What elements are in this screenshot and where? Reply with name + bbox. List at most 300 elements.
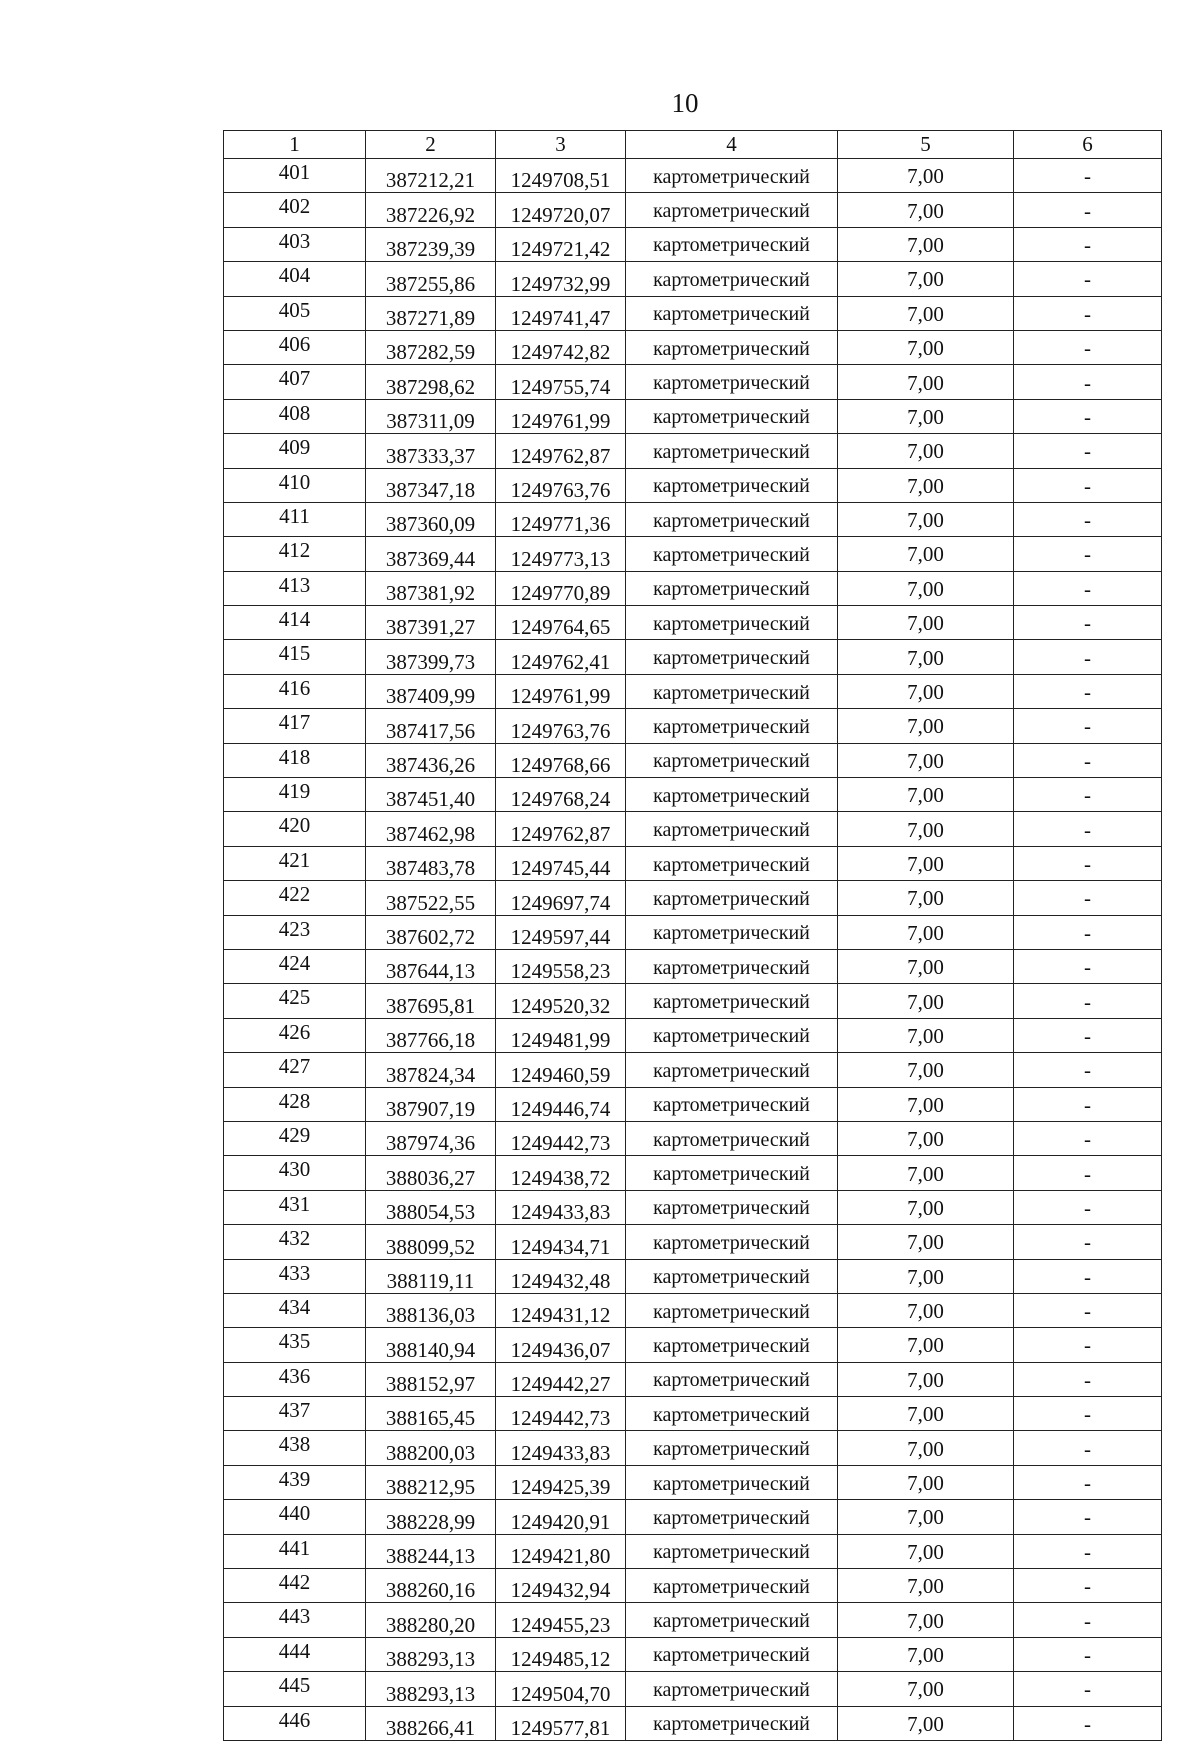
x-coordinate-cell: 387436,26 [366,743,496,777]
method-cell: картометрический [626,330,838,364]
x-coordinate-cell: 387409,99 [366,674,496,708]
table-row [224,1362,1162,1396]
y-coordinate-cell: 1249745,44 [496,846,626,880]
table-row [224,537,1162,571]
accuracy-cell: 7,00 [838,984,1014,1018]
accuracy-cell: 7,00 [838,1431,1014,1465]
point-number-cell: 444 [224,1637,366,1671]
x-coordinate-cell: 387333,37 [366,434,496,468]
method-cell: картометрический [626,1259,838,1293]
table-row [224,915,1162,949]
table-row [224,1431,1162,1465]
note-cell: - [1014,1637,1162,1671]
note-cell: - [1014,846,1162,880]
y-coordinate-cell: 1249481,99 [496,1018,626,1052]
accuracy-cell: 7,00 [838,949,1014,983]
x-coordinate-cell: 388165,45 [366,1397,496,1431]
x-coordinate-cell: 387907,19 [366,1087,496,1121]
accuracy-cell: 7,00 [838,1293,1014,1327]
point-number-cell: 445 [224,1672,366,1706]
accuracy-cell: 7,00 [838,640,1014,674]
table-row [224,1397,1162,1431]
x-coordinate-cell: 387381,92 [366,571,496,605]
x-coordinate-cell: 388054,53 [366,1190,496,1224]
method-cell: картометрический [626,537,838,571]
method-cell: картометрический [626,468,838,502]
method-cell: картометрический [626,1328,838,1362]
y-coordinate-cell: 1249446,74 [496,1087,626,1121]
point-number-cell: 420 [224,812,366,846]
coordinates-table [223,130,1162,1741]
note-cell: - [1014,262,1162,296]
table-row [224,1672,1162,1706]
y-coordinate-cell: 1249425,39 [496,1465,626,1499]
accuracy-cell: 7,00 [838,330,1014,364]
accuracy-cell: 7,00 [838,1362,1014,1396]
note-cell: - [1014,915,1162,949]
point-number-cell: 436 [224,1362,366,1396]
x-coordinate-cell: 388200,03 [366,1431,496,1465]
table-row [224,743,1162,777]
table-row [224,606,1162,640]
x-coordinate-cell: 387602,72 [366,915,496,949]
accuracy-cell: 7,00 [838,1053,1014,1087]
y-coordinate-cell: 1249773,13 [496,537,626,571]
note-cell: - [1014,1362,1162,1396]
accuracy-cell: 7,00 [838,1706,1014,1740]
method-cell: картометрический [626,1637,838,1671]
x-coordinate-cell: 387391,27 [366,606,496,640]
point-number-cell: 428 [224,1087,366,1121]
accuracy-cell: 7,00 [838,1672,1014,1706]
note-cell: - [1014,1121,1162,1155]
point-number-cell: 412 [224,537,366,571]
note-cell: - [1014,778,1162,812]
x-coordinate-cell: 387417,56 [366,709,496,743]
y-coordinate-cell: 1249771,36 [496,502,626,536]
y-coordinate-cell: 1249442,73 [496,1397,626,1431]
y-coordinate-cell: 1249762,41 [496,640,626,674]
y-coordinate-cell: 1249442,27 [496,1362,626,1396]
y-coordinate-cell: 1249504,70 [496,1672,626,1706]
accuracy-cell: 7,00 [838,1397,1014,1431]
point-number-cell: 417 [224,709,366,743]
y-coordinate-cell: 1249755,74 [496,365,626,399]
note-cell: - [1014,1259,1162,1293]
method-cell: картометрический [626,743,838,777]
accuracy-cell: 7,00 [838,1328,1014,1362]
accuracy-cell: 7,00 [838,365,1014,399]
method-cell: картометрический [626,1121,838,1155]
accuracy-cell: 7,00 [838,1087,1014,1121]
point-number-cell: 427 [224,1053,366,1087]
point-number-cell: 422 [224,881,366,915]
point-number-cell: 406 [224,330,366,364]
x-coordinate-cell: 387239,39 [366,227,496,261]
table-row [224,1706,1162,1740]
x-coordinate-cell: 388266,41 [366,1706,496,1740]
y-coordinate-cell: 1249721,42 [496,227,626,261]
method-cell: картометрический [626,1465,838,1499]
x-coordinate-cell: 387974,36 [366,1121,496,1155]
y-coordinate-cell: 1249762,87 [496,812,626,846]
table-row [224,1087,1162,1121]
y-coordinate-cell: 1249697,74 [496,881,626,915]
x-coordinate-cell: 387824,34 [366,1053,496,1087]
note-cell: - [1014,1431,1162,1465]
accuracy-cell: 7,00 [838,262,1014,296]
note-cell: - [1014,1225,1162,1259]
y-coordinate-cell: 1249436,07 [496,1328,626,1362]
x-coordinate-cell: 387271,89 [366,296,496,330]
method-cell: картометрический [626,1706,838,1740]
x-coordinate-cell: 387255,86 [366,262,496,296]
x-coordinate-cell: 387695,81 [366,984,496,1018]
point-number-cell: 429 [224,1121,366,1155]
y-coordinate-cell: 1249433,83 [496,1431,626,1465]
note-cell: - [1014,1672,1162,1706]
note-cell: - [1014,1603,1162,1637]
x-coordinate-cell: 388244,13 [366,1534,496,1568]
point-number-cell: 401 [224,159,366,193]
point-number-cell: 419 [224,778,366,812]
table-row [224,709,1162,743]
note-cell: - [1014,1465,1162,1499]
y-coordinate-cell: 1249455,23 [496,1603,626,1637]
y-coordinate-cell: 1249768,24 [496,778,626,812]
point-number-cell: 403 [224,227,366,261]
accuracy-cell: 7,00 [838,1259,1014,1293]
note-cell: - [1014,984,1162,1018]
method-cell: картометрический [626,1362,838,1396]
y-coordinate-cell: 1249741,47 [496,296,626,330]
method-cell: картометрический [626,949,838,983]
note-cell: - [1014,296,1162,330]
point-number-cell: 402 [224,193,366,227]
column-header: 2 [366,131,496,159]
y-coordinate-cell: 1249434,71 [496,1225,626,1259]
table-row [224,812,1162,846]
page-number: 10 [671,88,699,118]
method-cell: картометрический [626,1569,838,1603]
table-row [224,640,1162,674]
table-row [224,296,1162,330]
accuracy-cell: 7,00 [838,1569,1014,1603]
table-row [224,1534,1162,1568]
method-cell: картометрический [626,846,838,880]
x-coordinate-cell: 388212,95 [366,1465,496,1499]
accuracy-cell: 7,00 [838,1534,1014,1568]
point-number-cell: 446 [224,1706,366,1740]
x-coordinate-cell: 387399,73 [366,640,496,674]
y-coordinate-cell: 1249763,76 [496,709,626,743]
y-coordinate-cell: 1249768,66 [496,743,626,777]
x-coordinate-cell: 387766,18 [366,1018,496,1052]
point-number-cell: 440 [224,1500,366,1534]
table-row [224,1053,1162,1087]
method-cell: картометрический [626,1672,838,1706]
point-number-cell: 408 [224,399,366,433]
note-cell: - [1014,674,1162,708]
y-coordinate-cell: 1249520,32 [496,984,626,1018]
note-cell: - [1014,468,1162,502]
point-number-cell: 405 [224,296,366,330]
table-row [224,434,1162,468]
point-number-cell: 443 [224,1603,366,1637]
method-cell: картометрический [626,1603,838,1637]
table-row [224,365,1162,399]
point-number-cell: 441 [224,1534,366,1568]
y-coordinate-cell: 1249770,89 [496,571,626,605]
y-coordinate-cell: 1249742,82 [496,330,626,364]
table-row [224,468,1162,502]
point-number-cell: 426 [224,1018,366,1052]
method-cell: картометрический [626,1534,838,1568]
method-cell: картометрический [626,812,838,846]
note-cell: - [1014,881,1162,915]
y-coordinate-cell: 1249761,99 [496,674,626,708]
note-cell: - [1014,1018,1162,1052]
accuracy-cell: 7,00 [838,296,1014,330]
x-coordinate-cell: 388099,52 [366,1225,496,1259]
x-coordinate-cell: 387311,09 [366,399,496,433]
note-cell: - [1014,1534,1162,1568]
method-cell: картометрический [626,1397,838,1431]
table-row [224,1328,1162,1362]
point-number-cell: 413 [224,571,366,605]
table-row [224,571,1162,605]
note-cell: - [1014,812,1162,846]
table-row [224,1156,1162,1190]
note-cell: - [1014,1053,1162,1087]
note-cell: - [1014,1706,1162,1740]
table-row [224,881,1162,915]
table-row [224,1190,1162,1224]
accuracy-cell: 7,00 [838,1121,1014,1155]
point-number-cell: 425 [224,984,366,1018]
accuracy-cell: 7,00 [838,1190,1014,1224]
accuracy-cell: 7,00 [838,502,1014,536]
table-row [224,399,1162,433]
note-cell: - [1014,949,1162,983]
y-coordinate-cell: 1249442,73 [496,1121,626,1155]
table-row [224,949,1162,983]
x-coordinate-cell: 387462,98 [366,812,496,846]
method-cell: картометрический [626,915,838,949]
table-row [224,1293,1162,1327]
method-cell: картометрический [626,606,838,640]
accuracy-cell: 7,00 [838,434,1014,468]
table-row [224,1465,1162,1499]
accuracy-cell: 7,00 [838,1018,1014,1052]
note-cell: - [1014,1569,1162,1603]
accuracy-cell: 7,00 [838,881,1014,915]
y-coordinate-cell: 1249431,12 [496,1293,626,1327]
point-number-cell: 439 [224,1465,366,1499]
method-cell: картометрический [626,193,838,227]
method-cell: картометрический [626,674,838,708]
accuracy-cell: 7,00 [838,1637,1014,1671]
note-cell: - [1014,606,1162,640]
table-row [224,984,1162,1018]
note-cell: - [1014,537,1162,571]
y-coordinate-cell: 1249432,48 [496,1259,626,1293]
accuracy-cell: 7,00 [838,846,1014,880]
y-coordinate-cell: 1249438,72 [496,1156,626,1190]
table-row [224,778,1162,812]
note-cell: - [1014,1087,1162,1121]
x-coordinate-cell: 388036,27 [366,1156,496,1190]
y-coordinate-cell: 1249597,44 [496,915,626,949]
x-coordinate-cell: 387212,21 [366,159,496,193]
accuracy-cell: 7,00 [838,606,1014,640]
x-coordinate-cell: 387347,18 [366,468,496,502]
note-cell: - [1014,1190,1162,1224]
table-row [224,1603,1162,1637]
y-coordinate-cell: 1249720,07 [496,193,626,227]
method-cell: картометрический [626,262,838,296]
point-number-cell: 407 [224,365,366,399]
table-row [224,1225,1162,1259]
y-coordinate-cell: 1249764,65 [496,606,626,640]
note-cell: - [1014,1397,1162,1431]
accuracy-cell: 7,00 [838,1156,1014,1190]
y-coordinate-cell: 1249460,59 [496,1053,626,1087]
note-cell: - [1014,365,1162,399]
point-number-cell: 409 [224,434,366,468]
accuracy-cell: 7,00 [838,227,1014,261]
x-coordinate-cell: 387226,92 [366,193,496,227]
note-cell: - [1014,399,1162,433]
method-cell: картометрический [626,984,838,1018]
accuracy-cell: 7,00 [838,1225,1014,1259]
point-number-cell: 437 [224,1397,366,1431]
y-coordinate-cell: 1249762,87 [496,434,626,468]
table-row [224,262,1162,296]
table-row [224,1121,1162,1155]
note-cell: - [1014,193,1162,227]
note-cell: - [1014,227,1162,261]
x-coordinate-cell: 388260,16 [366,1569,496,1603]
accuracy-cell: 7,00 [838,674,1014,708]
method-cell: картометрический [626,1053,838,1087]
table-row [224,1569,1162,1603]
accuracy-cell: 7,00 [838,399,1014,433]
method-cell: картометрический [626,709,838,743]
method-cell: картометрический [626,778,838,812]
accuracy-cell: 7,00 [838,915,1014,949]
accuracy-cell: 7,00 [838,709,1014,743]
point-number-cell: 433 [224,1259,366,1293]
accuracy-cell: 7,00 [838,1465,1014,1499]
accuracy-cell: 7,00 [838,778,1014,812]
point-number-cell: 414 [224,606,366,640]
note-cell: - [1014,1328,1162,1362]
x-coordinate-cell: 388152,97 [366,1362,496,1396]
point-number-cell: 411 [224,502,366,536]
x-coordinate-cell: 388280,20 [366,1603,496,1637]
note-cell: - [1014,743,1162,777]
method-cell: картометрический [626,1500,838,1534]
x-coordinate-cell: 388228,99 [366,1500,496,1534]
y-coordinate-cell: 1249421,80 [496,1534,626,1568]
y-coordinate-cell: 1249433,83 [496,1190,626,1224]
column-header: 6 [1014,131,1162,159]
y-coordinate-cell: 1249577,81 [496,1706,626,1740]
x-coordinate-cell: 387451,40 [366,778,496,812]
column-header: 3 [496,131,626,159]
table-header-row [224,131,1162,159]
accuracy-cell: 7,00 [838,743,1014,777]
x-coordinate-cell: 388293,13 [366,1637,496,1671]
table-row [224,1259,1162,1293]
x-coordinate-cell: 388136,03 [366,1293,496,1327]
y-coordinate-cell: 1249761,99 [496,399,626,433]
method-cell: картометрический [626,399,838,433]
note-cell: - [1014,640,1162,674]
y-coordinate-cell: 1249732,99 [496,262,626,296]
method-cell: картометрический [626,1190,838,1224]
method-cell: картометрический [626,571,838,605]
y-coordinate-cell: 1249763,76 [496,468,626,502]
note-cell: - [1014,434,1162,468]
accuracy-cell: 7,00 [838,159,1014,193]
point-number-cell: 424 [224,949,366,983]
method-cell: картометрический [626,159,838,193]
y-coordinate-cell: 1249420,91 [496,1500,626,1534]
x-coordinate-cell: 387644,13 [366,949,496,983]
table-row [224,159,1162,193]
note-cell: - [1014,1156,1162,1190]
table-row [224,846,1162,880]
point-number-cell: 410 [224,468,366,502]
point-number-cell: 434 [224,1293,366,1327]
table-row [224,1018,1162,1052]
x-coordinate-cell: 387522,55 [366,881,496,915]
method-cell: картометрический [626,1293,838,1327]
method-cell: картометрический [626,227,838,261]
point-number-cell: 404 [224,262,366,296]
y-coordinate-cell: 1249485,12 [496,1637,626,1671]
point-number-cell: 430 [224,1156,366,1190]
accuracy-cell: 7,00 [838,537,1014,571]
y-coordinate-cell: 1249432,94 [496,1569,626,1603]
point-number-cell: 415 [224,640,366,674]
x-coordinate-cell: 388119,11 [366,1259,496,1293]
column-header: 4 [626,131,838,159]
method-cell: картометрический [626,1156,838,1190]
note-cell: - [1014,330,1162,364]
point-number-cell: 432 [224,1225,366,1259]
table-row [224,1637,1162,1671]
point-number-cell: 442 [224,1569,366,1603]
note-cell: - [1014,709,1162,743]
note-cell: - [1014,1500,1162,1534]
accuracy-cell: 7,00 [838,1500,1014,1534]
x-coordinate-cell: 387298,62 [366,365,496,399]
column-header: 1 [224,131,366,159]
point-number-cell: 435 [224,1328,366,1362]
accuracy-cell: 7,00 [838,468,1014,502]
table-row [224,502,1162,536]
method-cell: картометрический [626,365,838,399]
point-number-cell: 438 [224,1431,366,1465]
method-cell: картометрический [626,502,838,536]
accuracy-cell: 7,00 [838,193,1014,227]
y-coordinate-cell: 1249708,51 [496,159,626,193]
method-cell: картометрический [626,296,838,330]
table-row [224,674,1162,708]
